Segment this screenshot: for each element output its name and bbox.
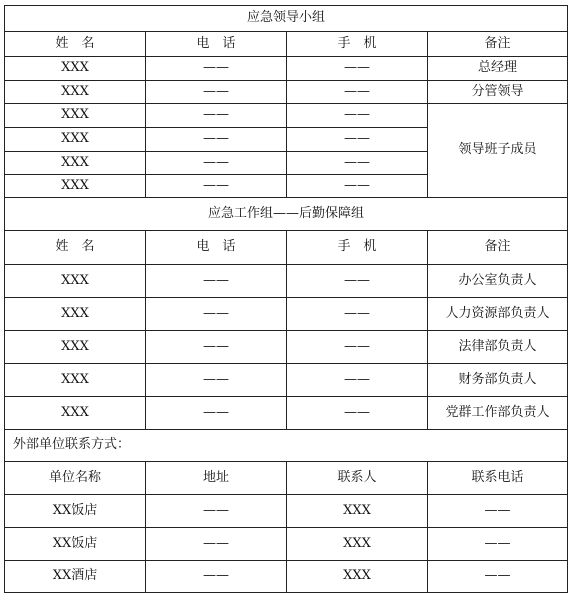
mobile-cell: ——: [287, 397, 428, 430]
table-row: [5, 528, 568, 561]
mobile-cell: ——: [287, 265, 428, 298]
phone-cell: ——: [146, 152, 287, 175]
name-cell: XXX: [5, 265, 146, 298]
header-row: [5, 231, 568, 265]
mobile-cell: ——: [287, 81, 428, 104]
mobile-cell: ——: [287, 152, 428, 175]
section-title-row: [5, 6, 568, 32]
name-cell: XXX: [5, 81, 146, 104]
section-title-row: [5, 198, 568, 231]
header-contact-phone: 联系电话: [428, 462, 568, 495]
header-mobile: 手 机: [287, 231, 428, 265]
tel-cell: ——: [428, 561, 568, 593]
phone-cell: ——: [146, 331, 287, 364]
phone-cell: ——: [146, 397, 287, 430]
note-cell: 人力资源部负责人: [428, 298, 568, 331]
mobile-cell: ——: [287, 57, 428, 81]
header-note: 备注: [428, 32, 568, 57]
mobile-cell: ——: [287, 298, 428, 331]
mobile-cell: ——: [287, 364, 428, 397]
contact-cell: XXX: [287, 495, 428, 528]
phone-cell: ——: [146, 128, 287, 152]
table-row: [5, 495, 568, 528]
table-row: [5, 265, 568, 298]
address-cell: ——: [146, 561, 287, 593]
section-label-row: [5, 430, 568, 462]
header-name: 姓 名: [5, 231, 146, 265]
name-cell: XXX: [5, 364, 146, 397]
tel-cell: ——: [428, 528, 568, 561]
header-mobile: 手 机: [287, 32, 428, 57]
table-row: [5, 561, 568, 593]
contact-cell: XXX: [287, 561, 428, 593]
table-row: [5, 298, 568, 331]
header-name: 姓 名: [5, 32, 146, 57]
section-title-logistics: 应急工作组——后勤保障组: [5, 198, 568, 231]
name-cell: XXX: [5, 128, 146, 152]
header-row: [5, 462, 568, 495]
table-row: [5, 57, 568, 81]
contact-table: [4, 5, 568, 593]
note-cell: 办公室负责人: [428, 265, 568, 298]
name-cell: XXX: [5, 57, 146, 81]
mobile-cell: ——: [287, 128, 428, 152]
mobile-cell: ——: [287, 175, 428, 198]
mobile-cell: ——: [287, 331, 428, 364]
address-cell: ——: [146, 528, 287, 561]
mobile-cell: ——: [287, 104, 428, 128]
header-note: 备注: [428, 231, 568, 265]
phone-cell: ——: [146, 364, 287, 397]
name-cell: XXX: [5, 152, 146, 175]
unit-name-cell: XX饭店: [5, 495, 146, 528]
unit-name-cell: XX饭店: [5, 528, 146, 561]
table-row: [5, 104, 568, 128]
note-cell: 党群工作部负责人: [428, 397, 568, 430]
table-row: [5, 331, 568, 364]
header-phone: 电 话: [146, 32, 287, 57]
table-row: [5, 81, 568, 104]
table-row: [5, 364, 568, 397]
name-cell: XXX: [5, 175, 146, 198]
phone-cell: ——: [146, 81, 287, 104]
merged-note-cell: 领导班子成员: [428, 104, 568, 198]
table-row: [5, 397, 568, 430]
header-unit-name: 单位名称: [5, 462, 146, 495]
phone-cell: ——: [146, 265, 287, 298]
name-cell: XXX: [5, 331, 146, 364]
unit-name-cell: XX酒店: [5, 561, 146, 593]
contact-cell: XXX: [287, 528, 428, 561]
phone-cell: ——: [146, 298, 287, 331]
section-title-leadership: 应急领导小组: [5, 6, 568, 32]
note-cell: 总经理: [428, 57, 568, 81]
header-row: [5, 32, 568, 57]
external-units-label: 外部单位联系方式：: [5, 430, 568, 462]
tel-cell: ——: [428, 495, 568, 528]
phone-cell: ——: [146, 175, 287, 198]
phone-cell: ——: [146, 57, 287, 81]
header-contact: 联系人: [287, 462, 428, 495]
header-phone: 电 话: [146, 231, 287, 265]
note-cell: 分管领导: [428, 81, 568, 104]
name-cell: XXX: [5, 298, 146, 331]
header-address: 地址: [146, 462, 287, 495]
note-cell: 法律部负责人: [428, 331, 568, 364]
address-cell: ——: [146, 495, 287, 528]
phone-cell: ——: [146, 104, 287, 128]
name-cell: XXX: [5, 104, 146, 128]
note-cell: 财务部负责人: [428, 364, 568, 397]
name-cell: XXX: [5, 397, 146, 430]
